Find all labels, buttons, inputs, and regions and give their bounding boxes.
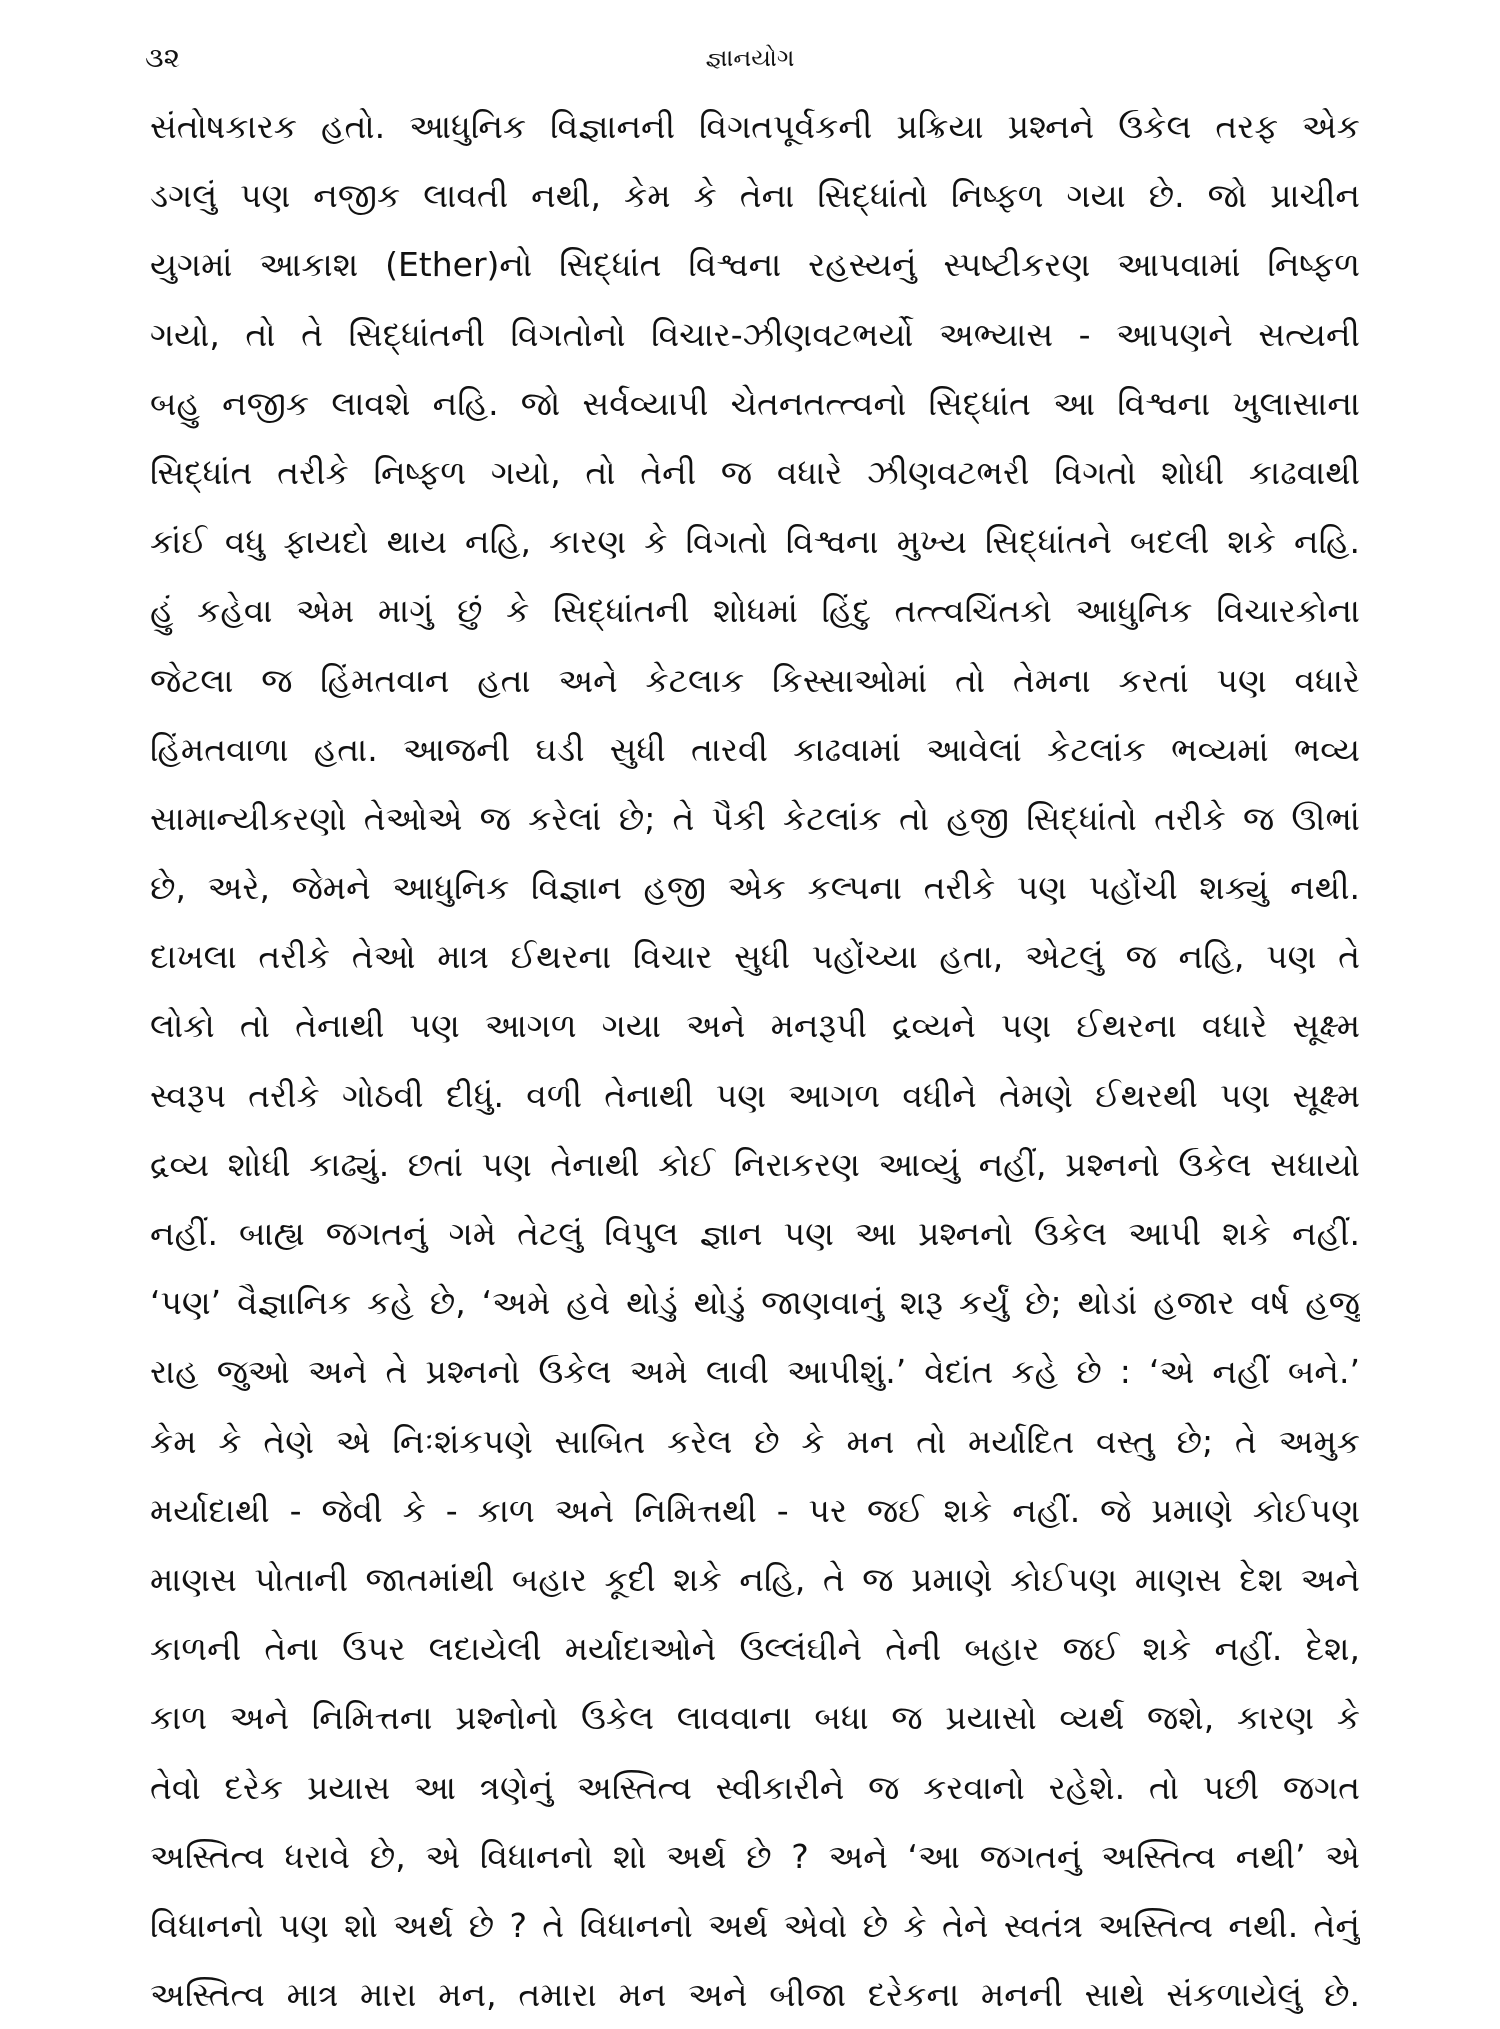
text-line: દ્રવ્ય શોધી કાઢ્યું. છતાં પણ તેનાથી કોઈ નિરાકરણ આવ્યું નહીં, પ્રશ્નનો ઉકેલ સધાયો [150,1144,1360,1184]
text-line: ગયો, તો તે સિદ્ધાંતની વિગતોનો વિચાર-ઝીણવટભર્યો અભ્યાસ - આપણને સત્યની [150,314,1360,354]
text-line: સંતોષકારક હતો. આધુનિક વિજ્ઞાનની વિગતપૂર્વકની પ્રક્રિયા પ્રશ્નને ઉકેલ તરફ એક [150,107,1360,146]
text-line: હું કહેવા એમ માગું છું કે સિદ્ધાંતની શોધમાં હિંદુ તત્ત્વચિંતકો આધુનિક વિચારકોના [150,591,1360,631]
text-line: જેટલા જ હિંમતવાન હતા અને કેટલાક કિસ્સાઓમાં તો તેમના કરતાં પણ વધારે [150,660,1360,700]
text-line: સ્વરૂપ તરીકે ગોઠવી દીધું. વળી તેનાથી પણ આગળ વધીને તેમણે ઈથરથી પણ સૂક્ષ્મ [150,1075,1360,1115]
text-line: ‘પણ’ વૈજ્ઞાનિક કહે છે, ‘અમે હવે થોડું થોડું જાણવાનું શરૂ કર્યું છે; થોડાં હજાર વર્ષ હજુ [150,1283,1360,1323]
text-line: કેમ કે તેણે એ નિઃશંકપણે સાબિત કરેલ છે કે મન તો મર્યાદિત વસ્તુ છે; તે અમુક [150,1421,1360,1461]
text-line: ડગલું પણ નજીક લાવતી નથી, કેમ કે તેના સિદ્ધાંતો નિષ્ફળ ગયા છે. જો પ્રાચીન [150,176,1360,216]
text-line: સામાન્યીકરણો તેઓએ જ કરેલાં છે; તે પૈકી કેટલાંક તો હજી સિદ્ધાંતો તરીકે જ ઊભાં [150,798,1360,838]
text-line: દાખલા તરીકે તેઓ માત્ર ઈથરના વિચાર સુધી પહોંચ્યા હતા, એટલું જ નહિ, પણ તે [150,937,1360,977]
text-line: રાહ જુઓ અને તે પ્રશ્નનો ઉકેલ અમે લાવી આપીશું.’ વેદાંત કહે છે : ‘એ નહીં બને.’ [150,1352,1360,1392]
text-line: તેવો દરેક પ્રયાસ આ ત્રણેનું અસ્તિત્વ સ્વીકારીને જ કરવાનો રહેશે. તો પછી જગત [150,1767,1360,1807]
text-line: યુગમાં આકાશ (Ether)નો સિદ્ધાંત વિશ્વના રહસ્યનું સ્પષ્ટીકરણ આપવામાં નિષ્ફળ [150,245,1360,285]
text-line: માણસ પોતાની જાતમાંથી બહાર કૂદી શકે નહિ, તે જ પ્રમાણે કોઈપણ માણસ દેશ અને [150,1559,1360,1599]
text-line: બહુ નજીક લાવશે નહિ. જો સર્વવ્યાપી ચેતનતત્ત્વનો સિદ્ધાંત આ વિશ્વના ખુલાસાના [150,383,1360,423]
body-text [150,92,1360,2029]
text-line: અસ્તિત્વ ધરાવે છે, એ વિધાનનો શો અર્થ છે ? અને ‘આ જગતનું અસ્તિત્વ નથી’ એ [150,1836,1360,1876]
text-line: કાળની તેના ઉપર લદાયેલી મર્યાદાઓને ઉલ્લંઘીને તેની બહાર જઈ શકે નહીં. દેશ, [150,1629,1360,1669]
text-line: કાળ અને નિમિત્તના પ્રશ્નોનો ઉકેલ લાવવાના બધા જ પ્રયાસો વ્યર્થ જશે, કારણ કે [150,1698,1360,1738]
text-line: લોકો તો તેનાથી પણ આગળ ગયા અને મનરૂપી દ્રવ્યને પણ ઈથરના વધારે સૂક્ષ્મ [150,1006,1360,1046]
text-line: મર્યાદાથી - જેવી કે - કાળ અને નિમિત્તથી - પર જઈ શકે નહીં. જે પ્રમાણે કોઈપણ [150,1490,1360,1530]
text-line: છે, અરે, જેમને આધુનિક વિજ્ઞાન હજી એક કલ્પના તરીકે પણ પહોંચી શક્યું નથી. [150,868,1360,908]
page-number: ૩૨ [145,41,181,74]
text-line: સિદ્ધાંત તરીકે નિષ્ફળ ગયો, તો તેની જ વધારે ઝીણવટભરી વિગતો શોધી કાઢવાથી [150,452,1360,492]
text-line: નહીં. બાહ્ય જગતનું ગમે તેટલું વિપુલ જ્ઞાન પણ આ પ્રશ્નનો ઉકેલ આપી શકે નહીં. [150,1214,1360,1253]
text-line: વિધાનનો પણ શો અર્થ છે ? તે વિધાનનો અર્થ એવો છે કે તેને સ્વતંત્ર અસ્તિત્વ નથી. તેનું [150,1905,1360,1945]
text-line: કાંઈ વધુ ફાયદો થાય નહિ, કારણ કે વિગતો વિશ્વના મુખ્ય સિદ્ધાંતને બદલી શકે નહિ. [150,522,1360,562]
running-title: જ્ઞાનયોગ [705,44,795,72]
text-line: હિંમતવાળા હતા. આજની ઘડી સુધી તારવી કાઢવામાં આવેલાં કેટલાંક ભવ્યમાં ભવ્ય [150,729,1360,769]
text-line: અસ્તિત્વ માત્ર મારા મન, તમારા મન અને બીજા દરેકના મનની સાથે સંકળાયેલું છે. [150,1975,1360,2015]
